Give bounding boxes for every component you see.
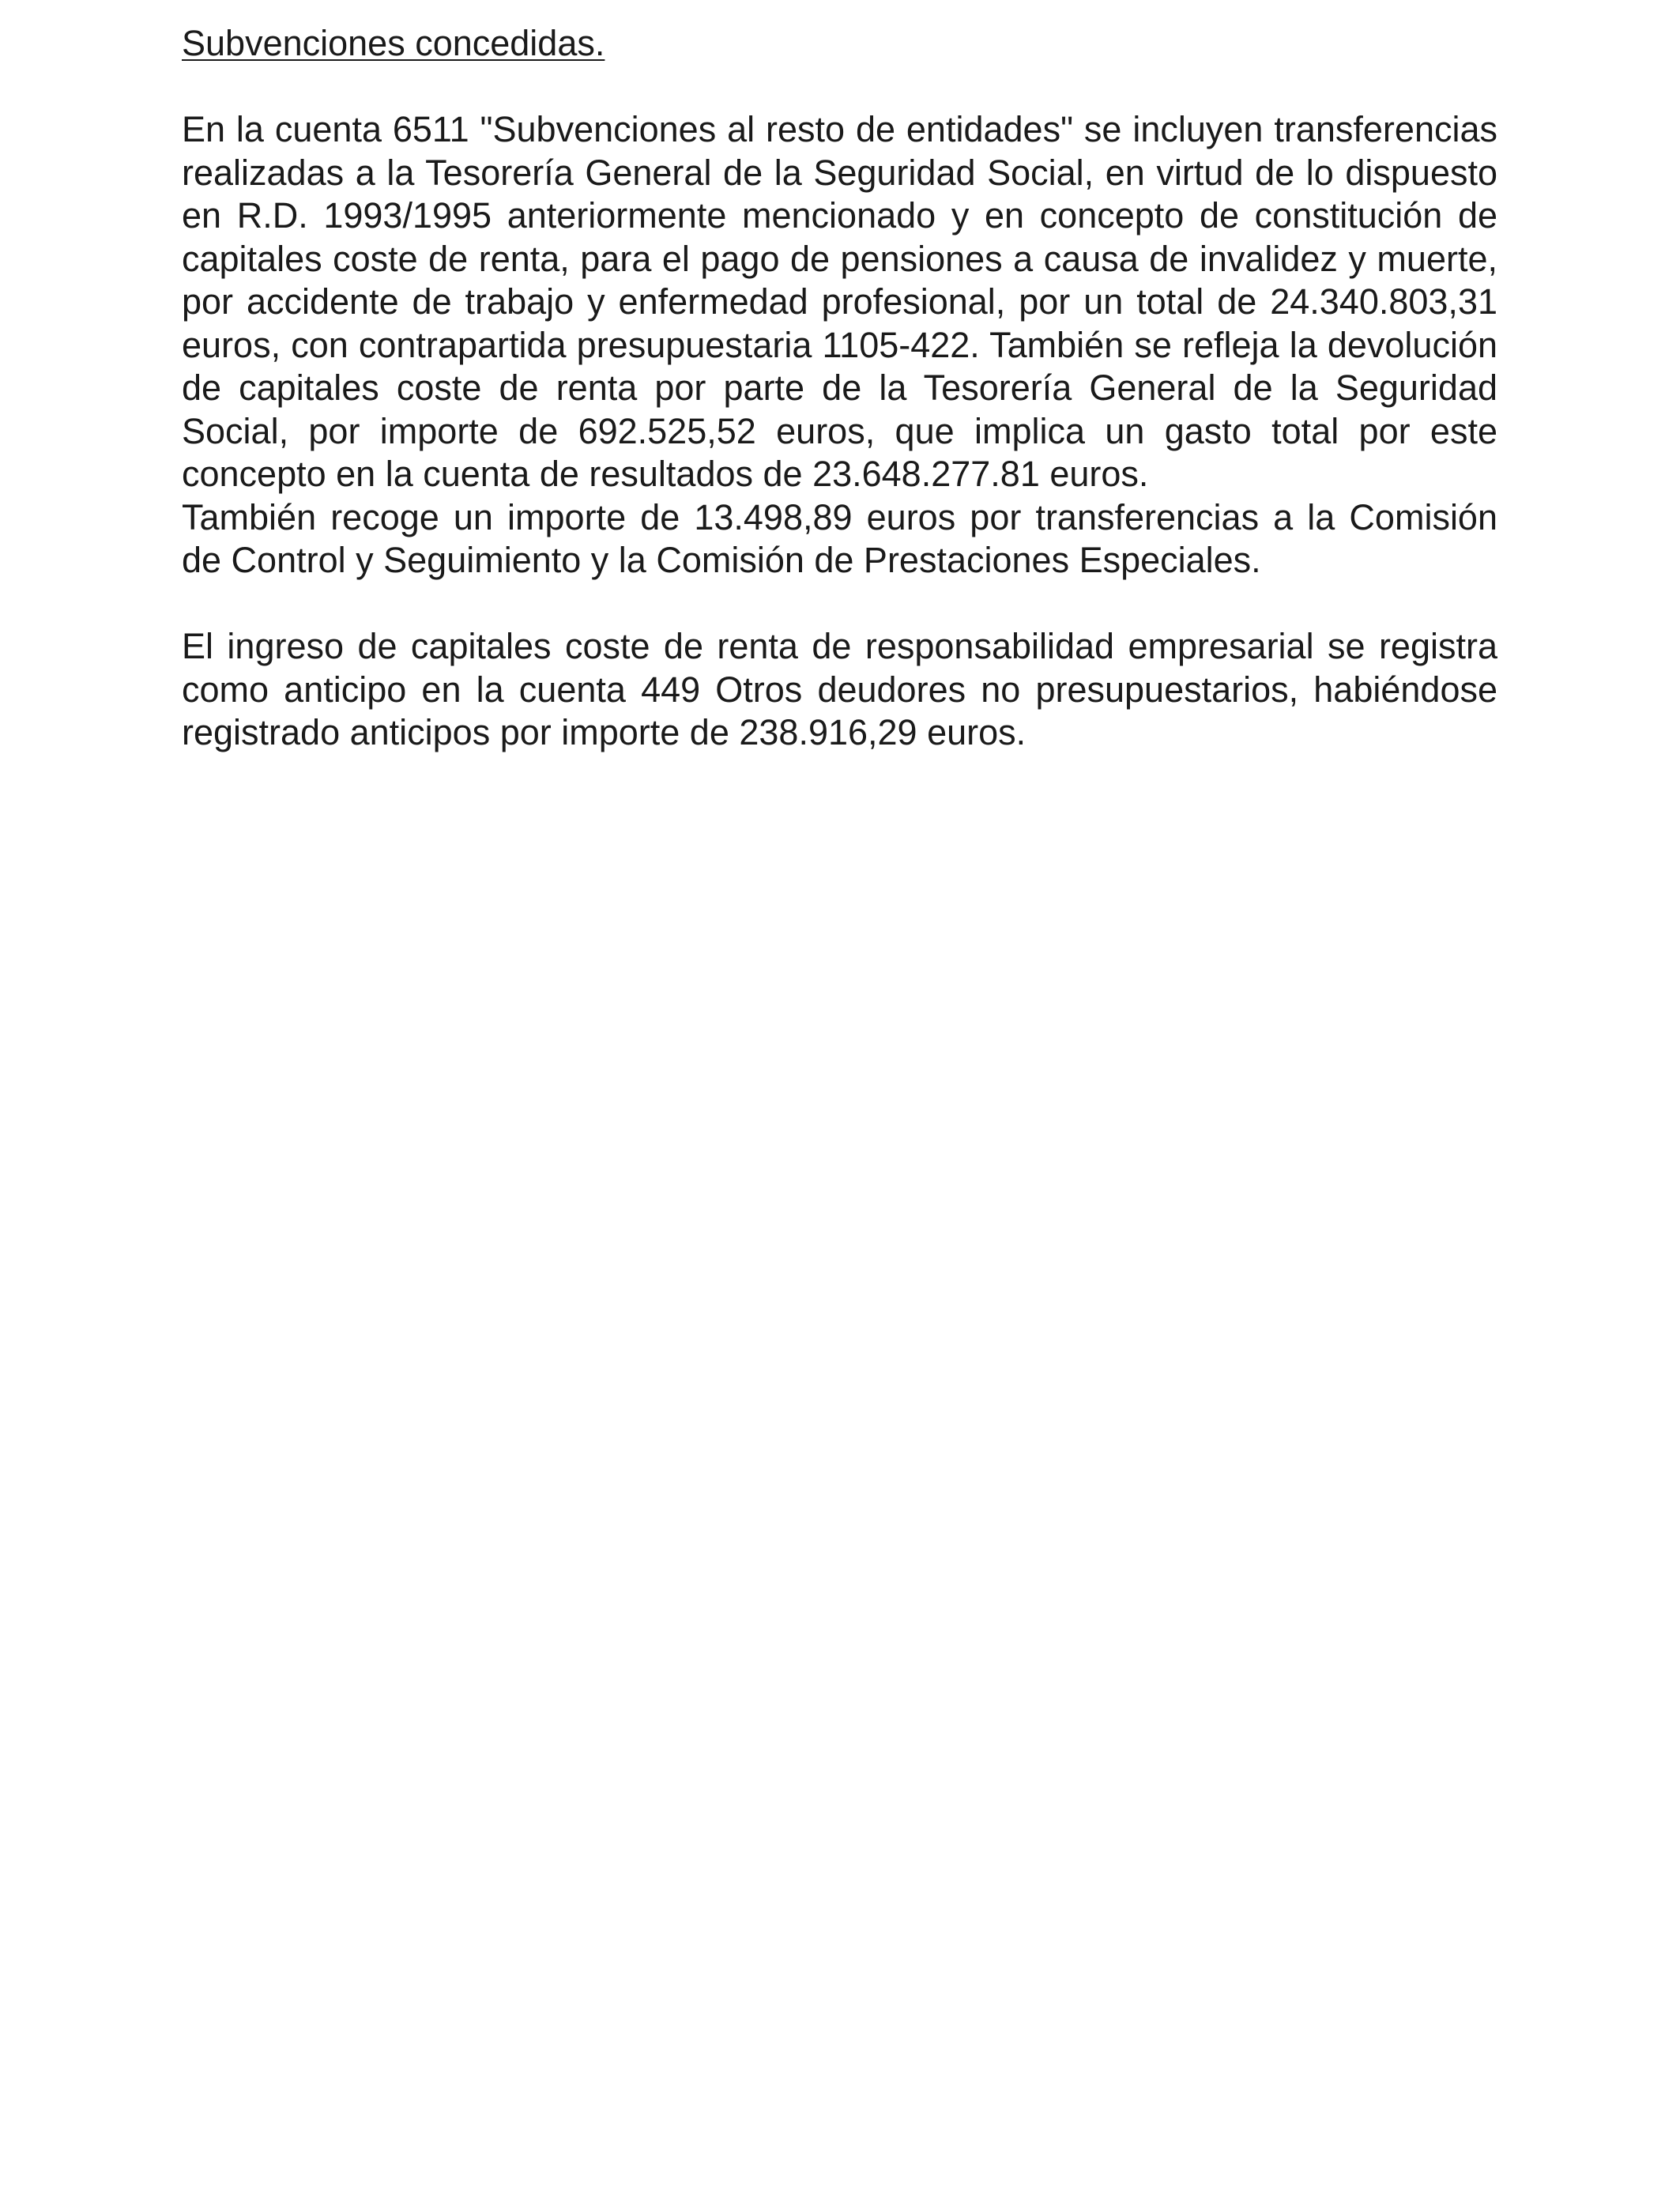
blank-line [182, 582, 1497, 626]
section-heading: Subvenciones concedidas. [182, 23, 605, 63]
paragraph-comision: También recoge un importe de 13.498,89 euros por transferencias a la Comisión de Control y Seguimiento y la Comisión de Prestaciones Especiales. [182, 496, 1497, 580]
paragraph-ingreso: El ingreso de capitales coste de renta de responsabilidad empresarial se registra como anticipo en la cuenta 449 Otros deudores no presupuestarios, habiéndose registrado anticipos por importe de 238.916,29 euros. [182, 626, 1497, 752]
paragraph-subvenciones: En la cuenta 6511 "Subvenciones al resto de entidades" se incluyen transferencias realizadas a la Tesorería General de la Seguridad Social, en virtud de lo dispuesto en R.D. 1993/1995 anteriormente mencionado y en concepto de constitución de capitales coste de renta, para el pago de pensiones a causa de invalidez y muerte, por accidente de trabajo y enfermedad profesional, por un total de 24.340.803,31 euros, con contrapartida presupuestaria 1105-422. También se refleja la devolución de capitales coste de renta por parte de la Tesorería General de la Seguridad Social, por importe de 692.525,52 euros, que implica un gasto total por este concepto en la cuenta de resultados de 23.648.277.81 euros. [182, 109, 1497, 494]
blank-line [182, 66, 1497, 109]
document-page [182, 22, 1497, 755]
